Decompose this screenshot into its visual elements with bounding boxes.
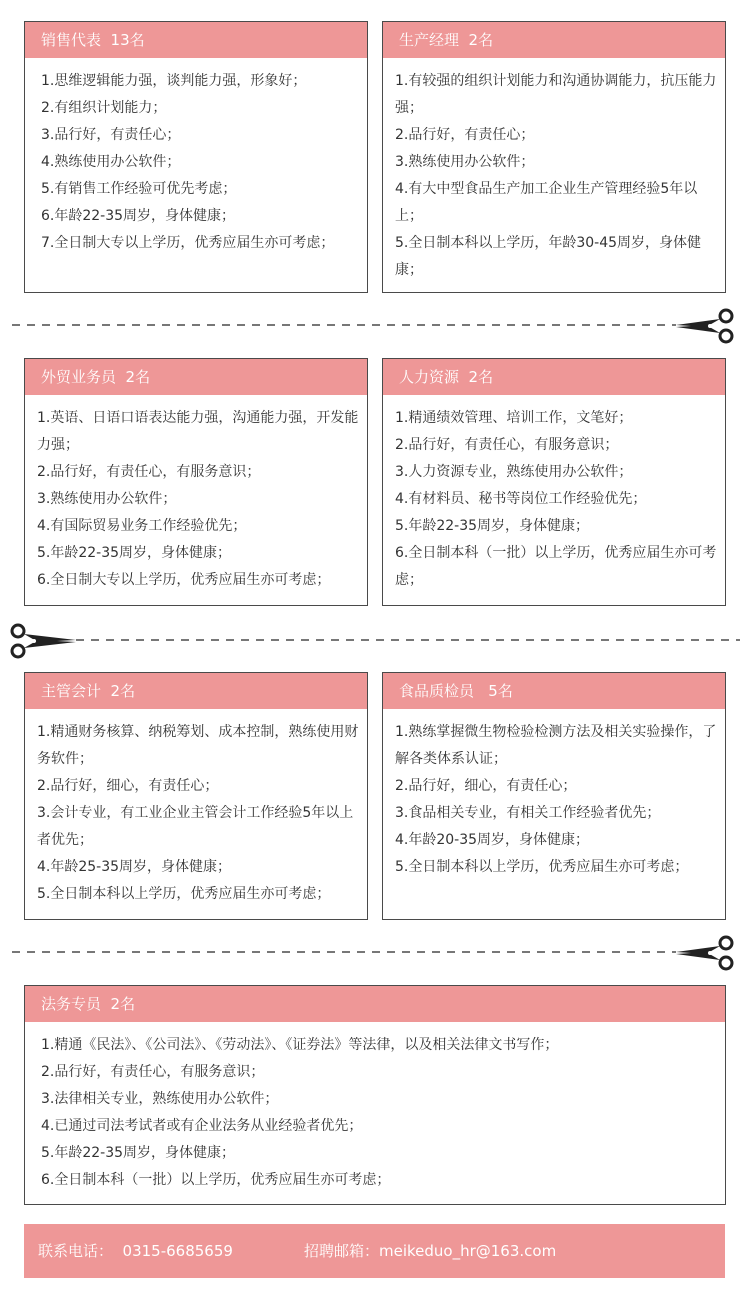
requirement-item: 6.全日制本科（一批）以上学历，优秀应届生亦可考虑； [395,545,717,588]
job-title: 销售代表 13名 [41,31,145,49]
requirement-item: 3.熟练使用办公软件； [37,491,177,507]
requirement-item: 3.人力资源专业，熟练使用办公软件； [395,464,633,480]
requirement-item: 3.食品相关专业，有相关工作经验者优先； [395,805,661,821]
requirement-item: 2.品行好，细心，有责任心； [37,778,219,794]
requirement-item: 4.有材料员、秘书等岗位工作经验优先； [395,491,647,507]
scissors-icon [676,937,732,969]
job-card-production [382,21,726,293]
requirement-item: 5.年龄22-35周岁，身体健康； [41,1145,236,1161]
requirement-item: 5.年龄22-35周岁，身体健康； [37,545,232,561]
job-card-qc [382,672,726,920]
job-card-header [25,673,367,709]
requirement-item: 4.年龄25-35周岁，身体健康； [37,859,232,875]
job-title: 主管会计 2名 [41,682,136,700]
requirement-item: 4.有国际贸易业务工作经验优先； [37,518,247,534]
requirement-item: 7.全日制大专以上学历，优秀应届生亦可考虑； [41,235,335,251]
job-requirements [41,1032,719,1194]
requirement-item: 5.年龄22-35周岁，身体健康； [395,518,590,534]
requirement-item: 3.会计专业，有工业企业主管会计工作经验5年以上者优先； [37,805,354,848]
job-title: 法务专员 2名 [41,995,136,1013]
requirement-item: 2.品行好，有责任心，有服务意识； [395,437,619,453]
job-card-header [25,22,367,58]
job-card-header [25,986,725,1022]
requirement-item: 4.已通过司法考试者或有企业法务从业经验者优先； [41,1118,363,1134]
job-card-trade [24,358,368,606]
contact-phone: 联系电话： 0315-6685659 [38,1242,233,1260]
job-title: 人力资源 2名 [399,368,494,386]
requirement-item: 2.品行好，有责任心； [395,127,535,143]
requirement-item: 6.年龄22-35周岁，身体健康； [41,208,236,224]
scissors-icon [676,310,732,342]
requirement-item: 4.年龄20-35周岁，身体健康； [395,832,590,848]
job-card-legal [24,985,726,1205]
job-card-accounting [24,672,368,920]
job-card-sales [24,21,368,293]
requirement-item: 2.品行好，细心，有责任心； [395,778,577,794]
job-requirements [395,405,719,594]
job-title: 外贸业务员 2名 [41,368,151,386]
job-title: 食品质检员 5名 [399,682,513,700]
requirement-item: 4.有大中型食品生产加工企业生产管理经验5年以上； [395,181,698,224]
requirement-item: 1.精通《民法》、《公司法》、《劳动法》、《证券法》等法律，以及相关法律文书写作； [41,1037,559,1053]
cut-line [0,305,750,345]
requirement-item: 2.有组织计划能力； [41,100,167,116]
requirement-item: 5.全日制本科以上学历，年龄30-45周岁，身体健康； [395,235,702,278]
requirement-item: 4.熟练使用办公软件； [41,154,181,170]
requirement-item: 1.熟练掌握微生物检验检测方法及相关实验操作，了解各类体系认证； [395,724,717,767]
requirement-item: 1.精通财务核算、纳税筹划、成本控制，熟练使用财务软件； [37,724,359,767]
requirement-item: 1.英语、日语口语表达能力强，沟通能力强，开发能力强； [37,410,359,453]
requirement-item: 1.精通绩效管理、培训工作，文笔好； [395,410,633,426]
requirement-item: 3.熟练使用办公软件； [395,154,535,170]
job-card-header [383,22,725,58]
requirement-item: 1.思维逻辑能力强，谈判能力强，形象好； [41,73,307,89]
job-requirements [37,405,361,594]
job-title: 生产经理 2名 [399,31,494,49]
cut-line [0,620,750,660]
requirement-item: 1.有较强的组织计划能力和沟通协调能力，抗压能力强； [395,73,717,116]
requirement-item: 3.法律相关专业，熟练使用办公软件； [41,1091,279,1107]
job-card-header [383,673,725,709]
requirement-item: 6.全日制大专以上学历，优秀应届生亦可考虑； [37,572,331,588]
job-card-header [25,359,367,395]
scissors-icon [12,625,76,657]
contact-footer [24,1224,725,1278]
contact-email: 招聘邮箱：meikeduo_hr@163.com [304,1242,557,1260]
requirement-item: 2.品行好，有责任心，有服务意识； [41,1064,265,1080]
requirement-item: 6.全日制本科（一批）以上学历，优秀应届生亦可考虑； [41,1172,391,1188]
requirement-item: 5.有销售工作经验可优先考虑； [41,181,237,197]
requirement-item: 3.品行好，有责任心； [41,127,181,143]
job-requirements [395,68,719,284]
requirement-item: 5.全日制本科以上学历，优秀应届生亦可考虑； [395,859,689,875]
job-card-header [383,359,725,395]
job-requirements [37,719,361,908]
requirement-item: 2.品行好，有责任心，有服务意识； [37,464,261,480]
job-card-hr [382,358,726,606]
requirement-item: 5.全日制本科以上学历，优秀应届生亦可考虑； [37,886,331,902]
job-requirements [41,68,361,257]
cut-line [0,932,750,972]
job-requirements [395,719,719,881]
